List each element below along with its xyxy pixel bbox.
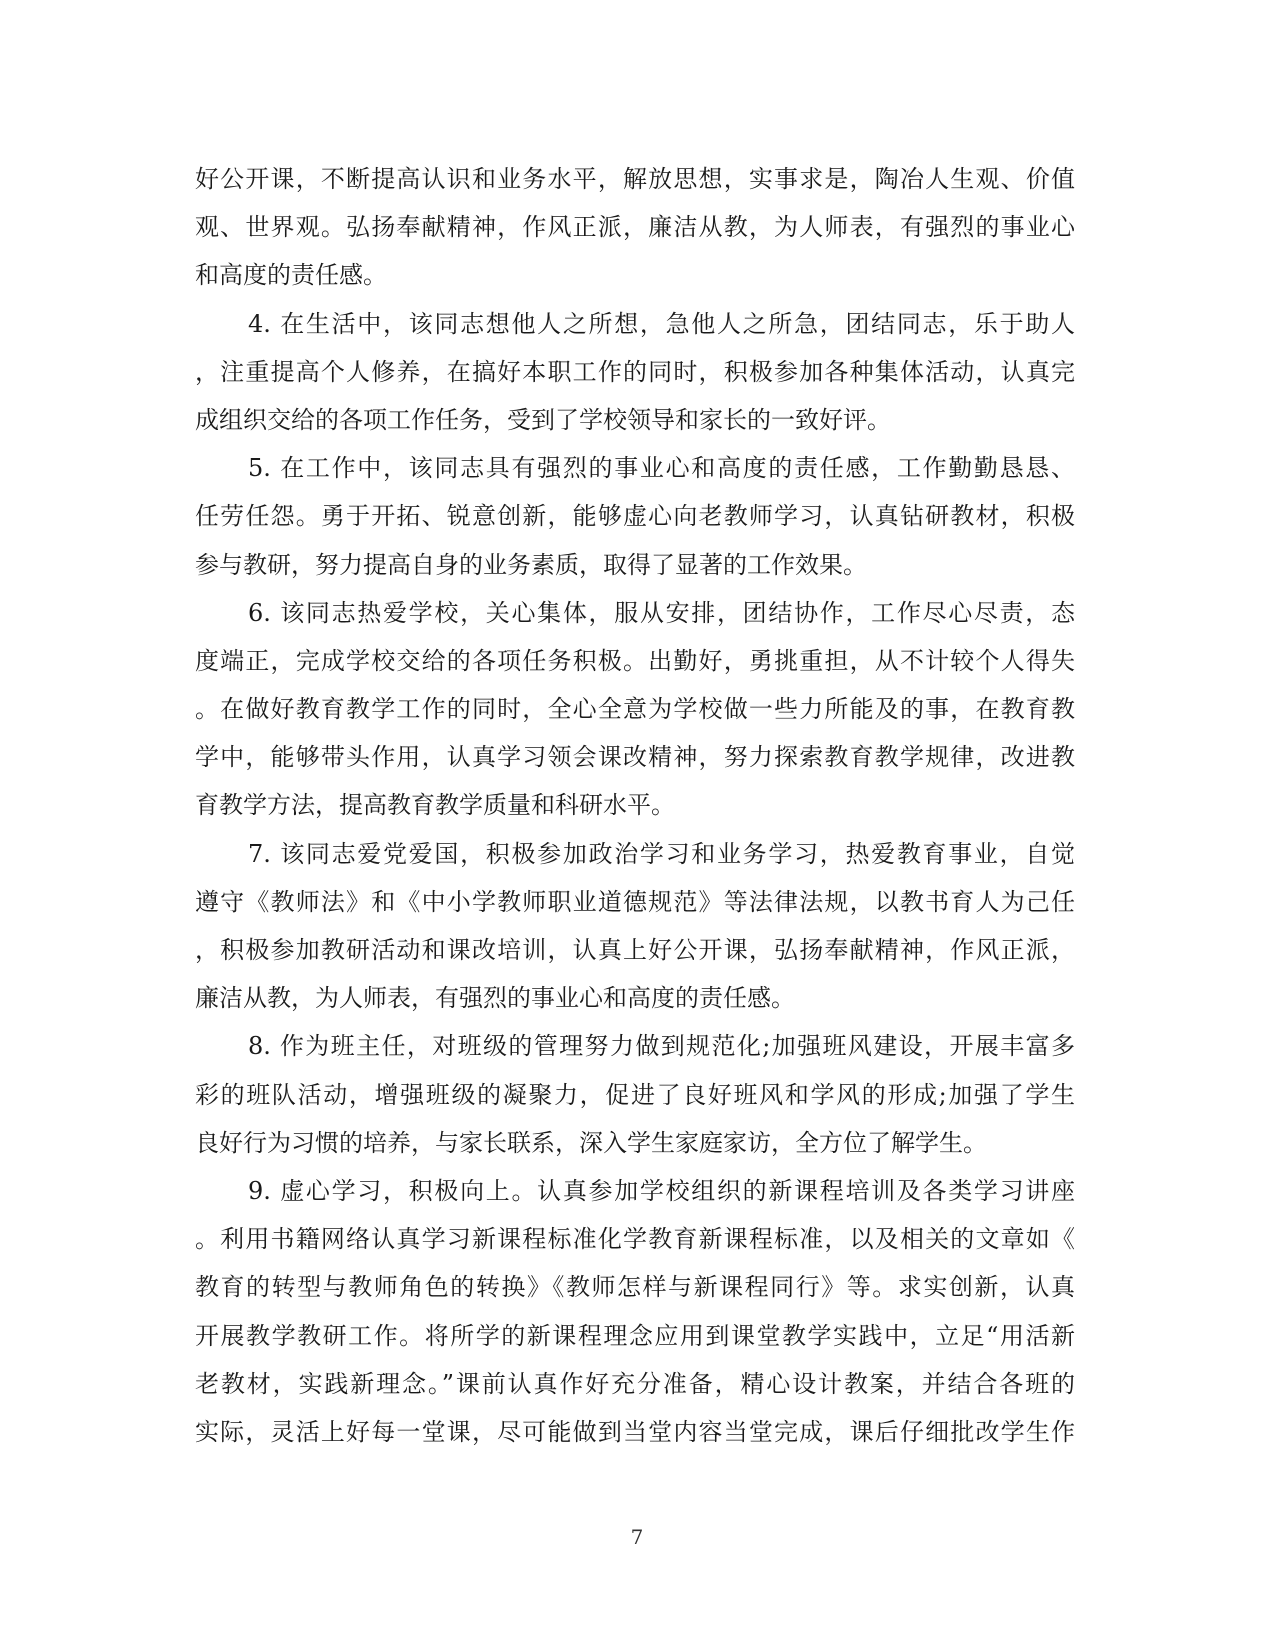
text-line: 任劳任怨。勇于开拓、锐意创新，能够虚心向老教师学习，认真钻研教材，积极: [195, 502, 1075, 531]
text-line: 和高度的责任感。: [195, 261, 387, 290]
text-line: 。利用书籍网络认真学习新课程标准化学教育新课程标准，以及相关的文章如《: [195, 1225, 1075, 1254]
text-line: 教育的转型与教师角色的转换》《教师怎样与新课程同行》等。求实创新，认真: [195, 1273, 1075, 1302]
paragraph: [195, 300, 1075, 445]
text-line: 8. 作为班主任，对班级的管理努力做到规范化;加强班风建设，开展丰富多: [248, 1032, 1075, 1061]
text-line: 学中，能够带头作用，认真学习领会课改精神，努力探索教育教学规律，改进教: [195, 743, 1075, 772]
paragraph: [195, 830, 1075, 1023]
text-line: 观、世界观。弘扬奉献精神，作风正派，廉洁从教，为人师表，有强烈的事业心: [195, 213, 1075, 242]
text-line: 5. 在工作中，该同志具有强烈的事业心和高度的责任感，工作勤勤恳恳、: [248, 454, 1075, 483]
paragraph: [195, 155, 1075, 300]
paragraph: [195, 1167, 1075, 1456]
text-line: 7. 该同志爱党爱国，积极参加政治学习和业务学习，热爱教育事业，自觉: [248, 839, 1075, 868]
text-line: 好公开课，不断提高认识和业务水平，解放思想，实事求是，陶冶人生观、价值: [195, 165, 1075, 193]
paragraph: [195, 444, 1075, 589]
text-line: 廉洁从教，为人师表，有强烈的事业心和高度的责任感。: [195, 984, 795, 1013]
page-number: 7: [630, 1525, 644, 1549]
text-line: 育教学方法，提高教育教学质量和科研水平。: [195, 791, 675, 820]
text-line: 成组织交给的各项工作任务，受到了学校领导和家长的一致好评。: [195, 405, 891, 434]
text-line: 4. 在生活中，该同志想他人之所想，急他人之所急，团结同志，乐于助人: [248, 309, 1075, 338]
text-line: 6. 该同志热爱学校，关心集体，服从安排，团结协作，工作尽心尽责，态: [248, 598, 1075, 627]
text-line: 遵守《教师法》和《中小学教师职业道德规范》等法律法规，以教书育人为己任: [195, 887, 1075, 916]
document-body: [195, 155, 1075, 1456]
text-line: 参与教研，努力提高自身的业务素质，取得了显著的工作效果。: [195, 550, 867, 579]
paragraph: [195, 589, 1075, 830]
text-line: 度端正，完成学校交给的各项任务积极。出勤好，勇挑重担，从不计较个人得失: [195, 646, 1075, 675]
text-line: 。在做好教育教学工作的同时，全心全意为学校做一些力所能及的事，在教育教: [195, 695, 1075, 724]
text-line: ，注重提高个人修养，在搞好本职工作的同时，积极参加各种集体活动，认真完: [195, 357, 1075, 386]
text-line: 老教材，实践新理念。”课前认真作好充分准备，精心设计教案，并结合各班的: [195, 1369, 1075, 1398]
text-line: 彩的班队活动，增强班级的凝聚力，促进了良好班风和学风的形成;加强了学生: [195, 1080, 1075, 1109]
text-line: ，积极参加教研活动和课改培训，认真上好公开课，弘扬奉献精神，作风正派，: [195, 936, 1075, 964]
text-line: 9. 虚心学习，积极向上。认真参加学校组织的新课程培训及各类学习讲座: [248, 1176, 1075, 1205]
paragraph: [195, 1022, 1075, 1167]
text-line: 开展教学教研工作。将所学的新课程理念应用到课堂教学实践中，立足“用活新: [195, 1321, 1075, 1350]
text-line: 良好行为习惯的培养，与家长联系，深入学生家庭家访，全方位了解学生。: [195, 1128, 987, 1157]
text-line: 实际，灵活上好每一堂课，尽可能做到当堂内容当堂完成，课后仔细批改学生作: [195, 1417, 1075, 1446]
